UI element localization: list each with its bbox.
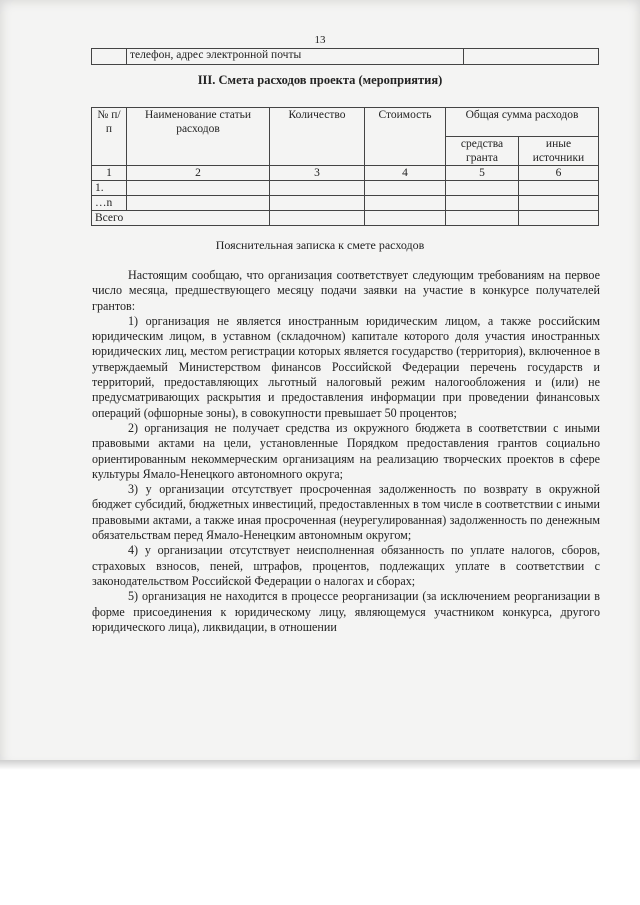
index-cell: 4 [365,166,446,181]
budget-table [91,107,599,226]
note-title: Пояснительная записка к смете расходов [215,238,425,252]
col-header-name: Наименование статьи расходов [127,108,270,166]
col-header-cost: Стоимость [365,108,446,166]
table-cell [519,196,599,211]
index-cell: 6 [519,166,599,181]
paragraph: Настоящим сообщаю, что организация соответствует следующим требованиям на первое число месяца, предшествующего месяцу подачи заявки на участие в конкурсе получателей грантов: [92,268,600,313]
contacts-table [91,48,599,65]
index-cell: 1 [92,166,127,181]
table-cell [365,211,446,226]
row-label: …n [92,196,127,211]
table-cell [127,181,270,196]
table-row [92,181,599,196]
col-header-total: Общая сумма расходов [446,108,599,137]
index-cell: 2 [127,166,270,181]
paragraph: 3) у организации отсутствует просроченная задолженность по возврату в окружной бюджет субсидий, бюджетных инвестиций, предоставленных в том числе в соответствии с иными правовыми актами, а также иная просроченная (неурегулированная) задолженность по денежным обязательствам перед Ямало-Ненецким автономным округом; [92,482,600,543]
table-cell [270,211,365,226]
table-header-row [92,108,599,137]
col-header-num: № п/п [92,108,127,166]
table-cell [446,181,519,196]
row-label: 1. [92,181,127,196]
col-header-grant: средства гранта [446,137,519,166]
table-row [92,49,599,65]
page-edge-shadow [0,760,640,770]
table-cell [519,181,599,196]
note-body [92,268,600,635]
table-cell [446,211,519,226]
table-cell [519,211,599,226]
table-cell [365,196,446,211]
contacts-cell: телефон, адрес электронной почты [127,49,464,65]
table-row [92,196,599,211]
col-header-other: иные источники [519,137,599,166]
page-number: 13 [314,34,326,46]
table-cell [127,196,270,211]
row-label-total: Всего [92,211,270,226]
index-cell: 3 [270,166,365,181]
table-index-row [92,166,599,181]
paragraph: 4) у организации отсутствует неисполненная обязанность по уплате налогов, сборов, страховых взносов, пеней, штрафов, процентов, подлежащих уплате в соответствии с законодательством Российской Федерации о налогах и сборах; [92,543,600,588]
paragraph: 1) организация не является иностранным юридическим лицом, а также российским юридическим лицом, в уставном (складочном) капитале которого доля участия иностранных юридических лиц, местом регистрации которых является государство (территория), включенное в утверждаемый Министерством финансов Российской Федерации перечень государств и территорий, предоставляющих льготный налоговый режим налогообложения и (или) не предусматривающих раскрытия и предоставления информации при проведении финансовых операций (офшорные зоны), в совокупности превышает 50 процентов; [92,313,600,420]
table-cell [464,49,599,65]
table-cell [365,181,446,196]
col-header-qty: Количество [270,108,365,166]
table-cell [446,196,519,211]
table-cell [270,181,365,196]
index-cell: 5 [446,166,519,181]
table-row [92,211,599,226]
paragraph: 5) организация не находится в процессе реорганизации (за исключением реорганизации в форме присоединения к юридическому лицу, являющемуся участником конкурса, другого юридического лица), ликвидации, в отношении [92,589,600,634]
paragraph: 2) организация не получает средства из окружного бюджета в соответствии с иными правовыми актами на цели, установленные Порядком предоставления грантов социально ориентированным некоммерческим организациям на реализацию творческих проектов в сфере культуры Ямало-Ненецкого автономного округа; [92,420,600,481]
table-cell [92,49,127,65]
table-cell [270,196,365,211]
section-title: III. Смета расходов проекта (мероприятия) [197,73,443,87]
